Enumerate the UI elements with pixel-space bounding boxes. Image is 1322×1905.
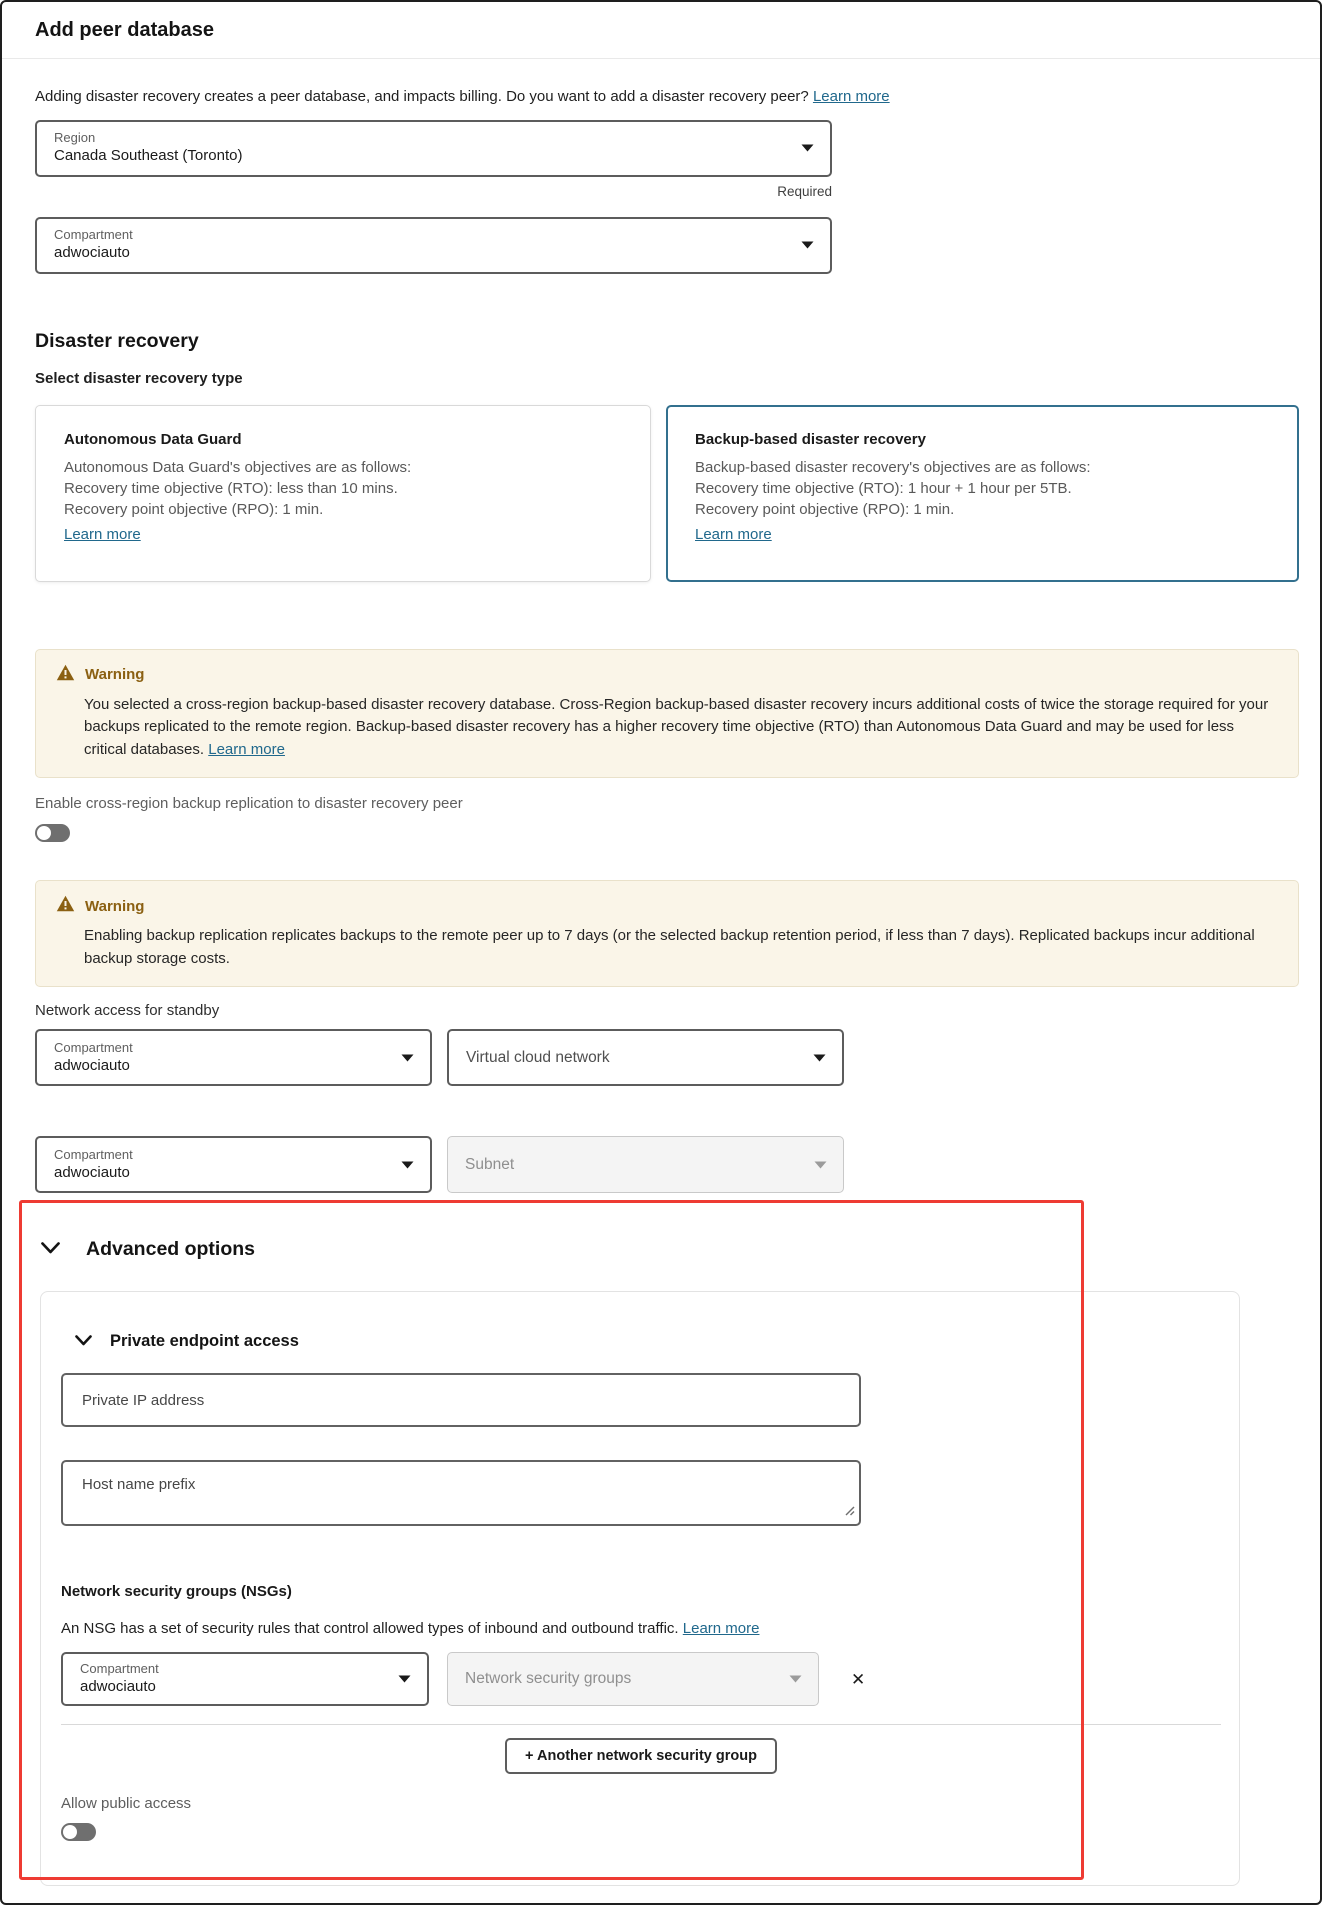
nsg-groups-select [447,1652,819,1706]
nsg-row [61,1652,1219,1706]
nsg-divider [61,1724,1221,1725]
card-learn-more-link[interactable]: Learn more [64,526,141,544]
private-ip-input[interactable] [61,1373,861,1427]
network-access-row-1 [35,1029,1299,1086]
caret-down-icon [801,236,814,254]
region-select-label: Region [54,130,96,146]
intro-sentence: Adding disaster recovery creates a peer database, and impacts billing. Do you want to add a disaster recovery peer? [35,88,809,105]
vcn-select[interactable] [447,1029,844,1086]
warning-header [56,664,1278,686]
card-line: Recovery point objective (RPO): 1 min. [695,501,955,519]
advanced-options-header[interactable] [41,1238,1299,1261]
compartment-select-label: Compartment [54,227,133,243]
select-placeholder: Subnet [465,1155,515,1173]
toggle-knob [63,1825,77,1839]
select-label: Compartment [54,1039,133,1055]
select-dr-type-label: Select disaster recovery type [35,369,243,387]
select-value: adwociauto [80,1678,156,1696]
private-endpoint-title: Private endpoint access [110,1332,299,1350]
compartment-select-value: adwociauto [54,244,130,262]
warning-banner-backup-replication [35,880,1299,987]
remove-nsg-icon[interactable]: ✕ [851,1669,866,1689]
nsg-heading: Network security groups (NSGs) [61,1583,292,1600]
card-line: Recovery time objective (RTO): 1 hour + 1 hour per 5TB. [695,479,1072,497]
card-line: Recovery point objective (RPO): 1 min. [64,501,324,519]
advanced-options-section [35,1238,1299,1886]
select-placeholder: Network security groups [465,1670,632,1687]
standby-compartment-select[interactable] [35,1029,432,1086]
backup-replication-toggle[interactable] [35,824,70,842]
warning-title: Warning [85,897,145,915]
card-title: Autonomous Data Guard [64,430,242,448]
network-access-label: Network access for standby [35,1002,220,1019]
card-line: Autonomous Data Guard's objectives are as follows: [64,458,412,476]
region-required-hint: Required [777,183,832,199]
warning-body: You selected a cross-region backup-based disaster recovery database. Cross-Region backup-based disaster recovery incurs additional costs of twice the storage required for your backups replicated to the remote region. Backup-based disaster recovery has a higher recovery time objective (RTO) than Autonomous Data Guard and may be used for less critical databases. Learn more [84,695,1269,758]
warning-header [56,895,1278,917]
private-endpoint-panel [40,1291,1240,1886]
region-select-value: Canada Southeast (Toronto) [54,147,243,165]
nsg-button-row [61,1738,1221,1774]
dialog-body [2,87,1320,1886]
chevron-down-icon [75,1333,92,1351]
card-line: Recovery time objective (RTO): less than 10 mins. [64,479,398,497]
nsg-learn-more-link[interactable]: Learn more [682,1620,760,1637]
backup-replication-toggle-label: Enable cross-region backup replication to disaster recovery peer [35,795,463,812]
private-endpoint-header[interactable] [75,1332,1219,1351]
host-name-prefix-placeholder: Host name prefix [82,1476,196,1493]
select-placeholder: Virtual cloud network [466,1048,610,1066]
warning-learn-more-link[interactable]: Learn more [208,740,285,758]
subnet-select [447,1136,844,1193]
caret-down-icon [801,139,814,157]
resize-handle-icon[interactable] [845,1503,855,1520]
chevron-down-icon [41,1241,60,1259]
nsg-compartment-select[interactable] [61,1652,429,1706]
region-select[interactable] [35,120,832,177]
select-label: Compartment [54,1146,133,1162]
subnet-compartment-select[interactable] [35,1136,432,1193]
intro-text [35,87,1299,107]
card-autonomous-data-guard[interactable] [35,405,651,582]
page-title: Add peer database [35,19,214,41]
intro-learn-more-link[interactable]: Learn more [812,88,890,105]
caret-down-icon [813,1049,826,1067]
private-ip-placeholder: Private IP address [82,1391,205,1409]
card-learn-more-link[interactable]: Learn more [695,526,772,544]
warning-title: Warning [85,666,145,683]
caret-down-icon [401,1049,414,1067]
card-title: Backup-based disaster recovery [695,430,926,448]
select-value: adwociauto [54,1056,130,1074]
warning-icon [56,664,75,686]
warning-banner-cross-region [35,649,1299,779]
warning-body: Enabling backup replication replicates backups to the remote peer up to 7 days (or the selected backup retention period, if less than 7 days). Replicated backups incur additional backup storage costs. [84,927,1255,967]
nsg-description: An NSG has a set of security rules that control allowed types of inbound and outbound traffic. Learn more [61,1620,760,1637]
select-value: adwociauto [54,1163,130,1181]
card-backup-based-dr[interactable] [666,405,1299,582]
dialog-header [2,2,1320,59]
dr-type-cards [35,405,1299,582]
advanced-options-title: Advanced options [86,1238,256,1260]
allow-public-access-label: Allow public access [61,1795,192,1812]
caret-down-icon [398,1670,411,1688]
caret-down-icon [401,1156,414,1174]
disaster-recovery-heading: Disaster recovery [35,329,199,352]
card-line: Backup-based disaster recovery's objectives are as follows: [695,458,1091,476]
compartment-select[interactable] [35,217,832,274]
caret-down-icon [789,1670,802,1688]
network-access-row-2 [35,1136,1299,1193]
warning-icon [56,895,75,917]
caret-down-icon [814,1156,827,1174]
add-nsg-button[interactable]: + Another network security group [505,1738,777,1774]
allow-public-access-toggle[interactable] [61,1823,96,1841]
toggle-knob [37,826,51,840]
select-label: Compartment [80,1661,159,1677]
host-name-prefix-textarea[interactable] [61,1460,861,1526]
